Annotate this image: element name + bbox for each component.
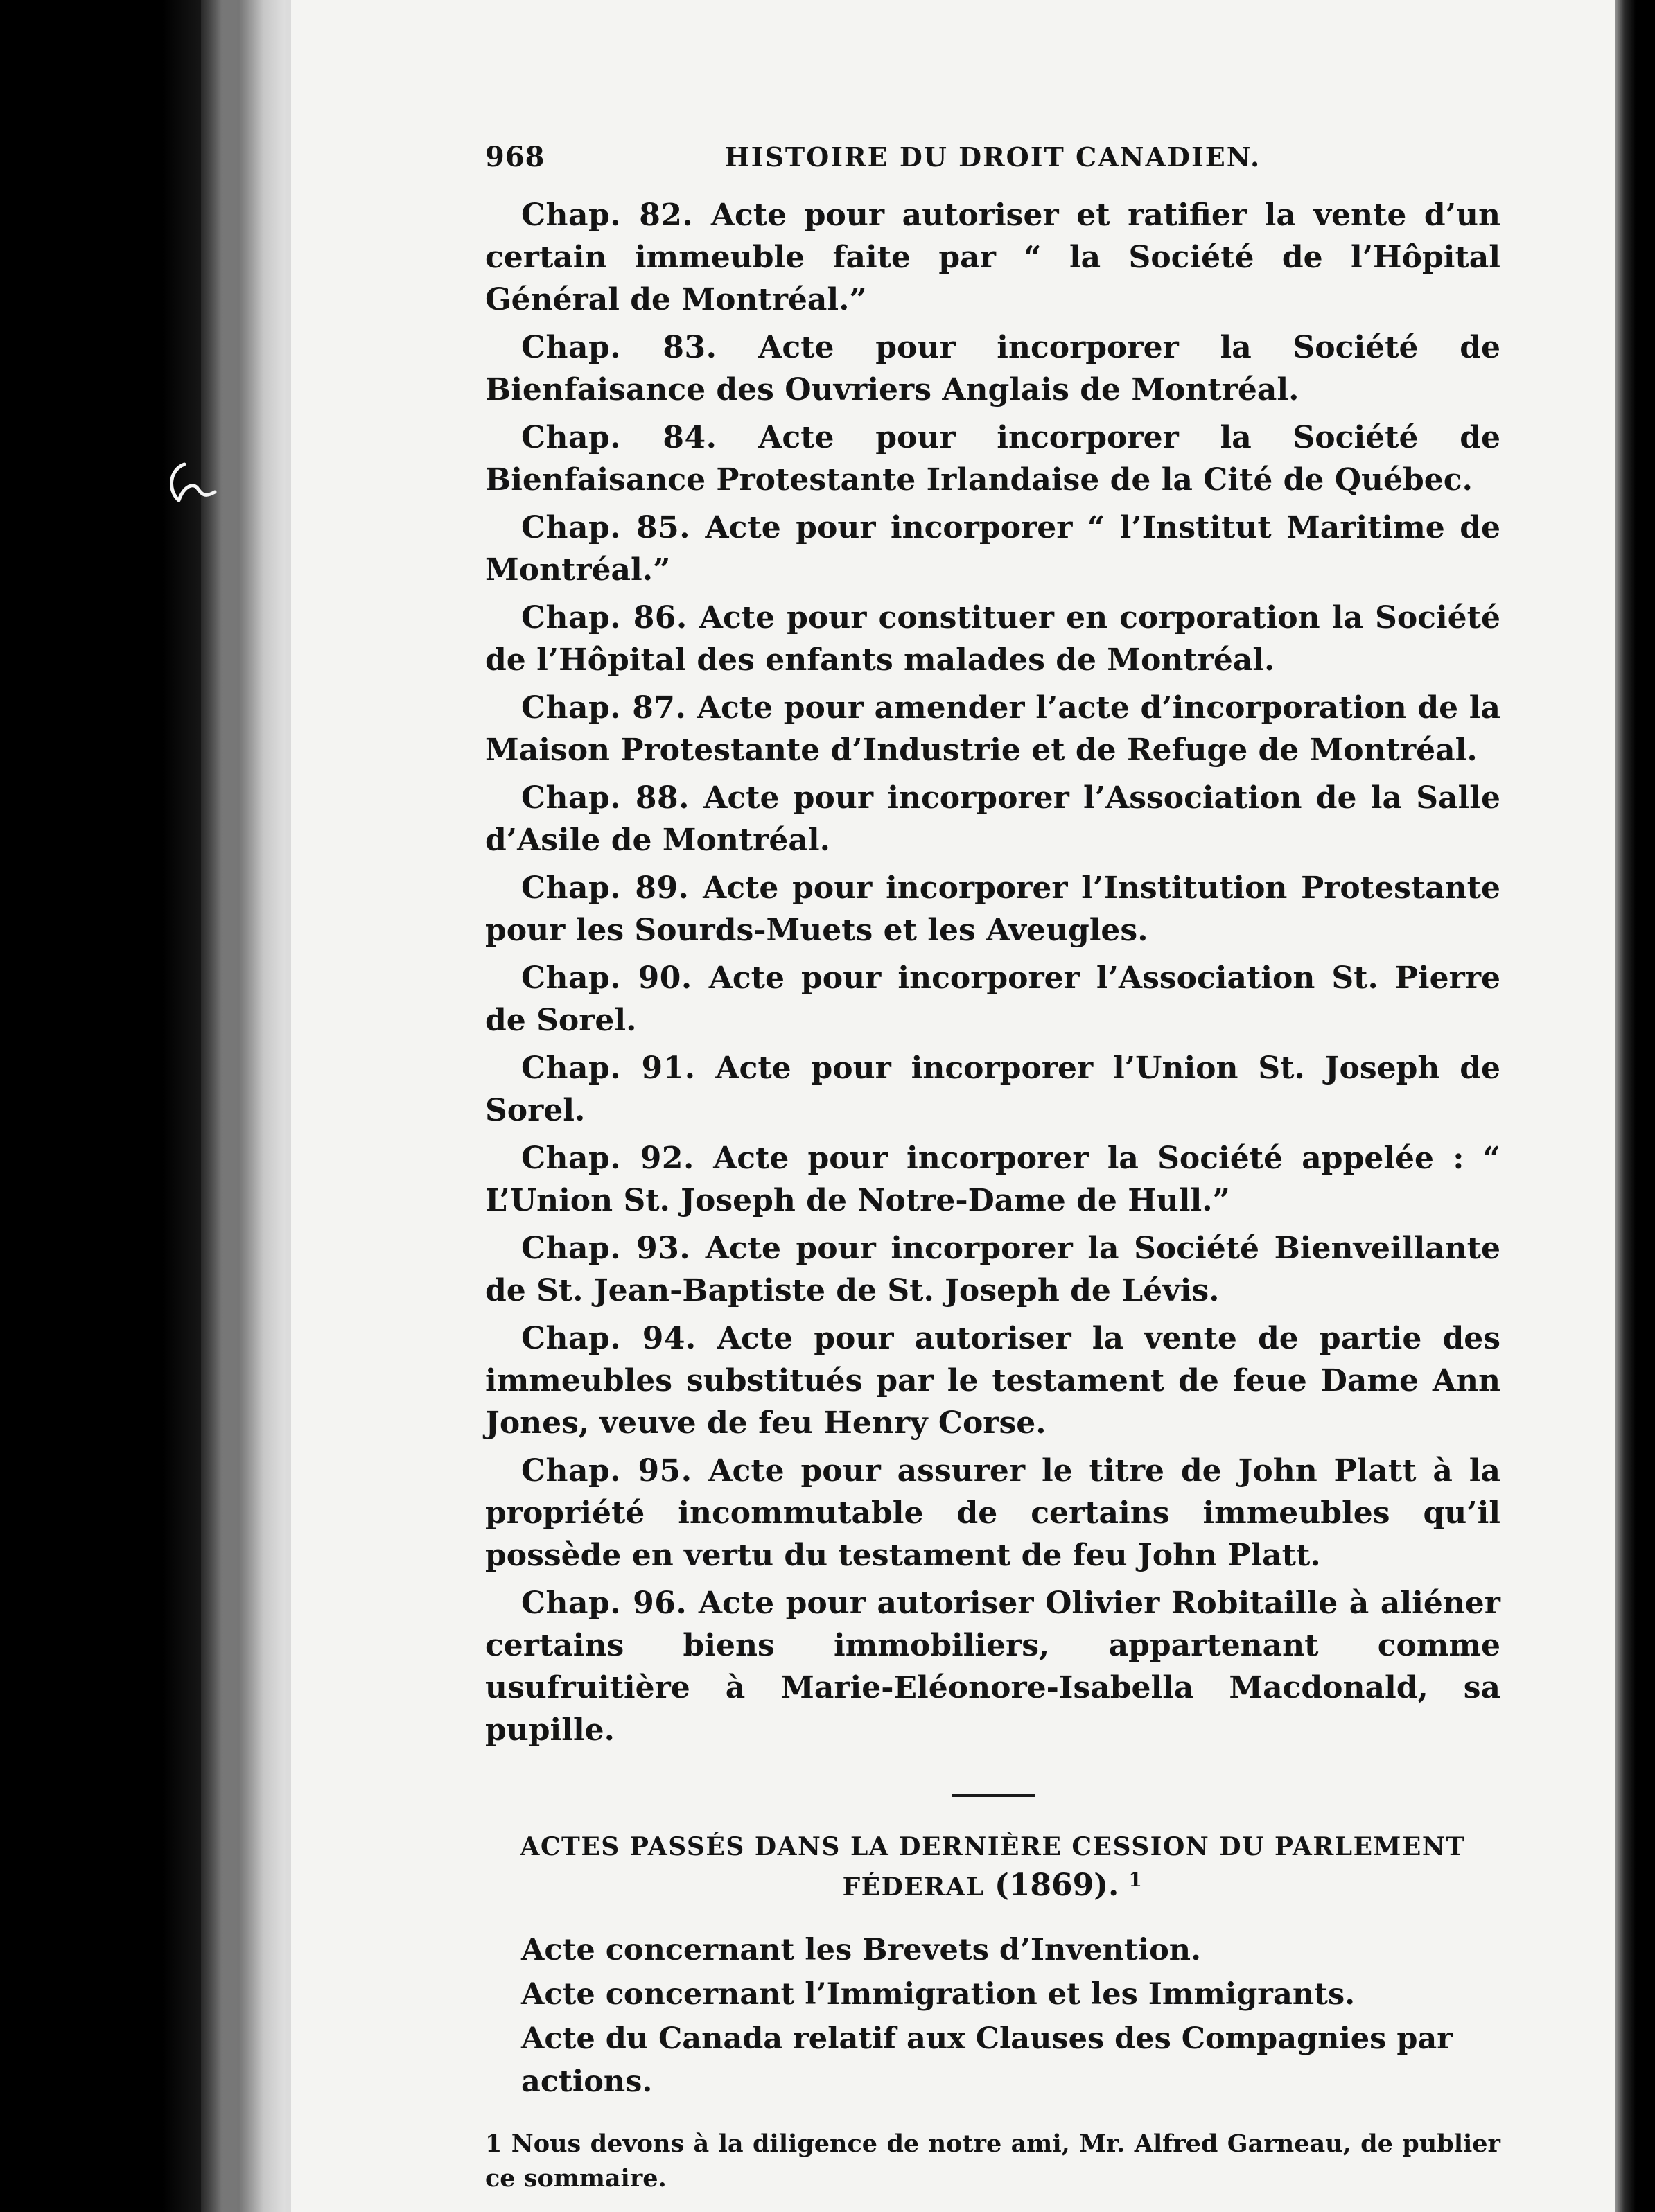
page-text-block: [485, 136, 1500, 2212]
chapter-entry: [485, 777, 1500, 861]
chapter-number: Chap. 93.: [521, 1231, 691, 1266]
chapter-entry: [485, 1582, 1500, 1751]
chapter-title: Acte pour incorporer la Société de Bienfaisance Protestante Irlandaise de la Cité de Québec.: [485, 420, 1500, 498]
chapter-entry: [485, 957, 1500, 1042]
running-title: HISTOIRE DU DROIT CANADIEN.: [724, 141, 1261, 173]
footnote: 1 Nous devons à la diligence de notre ami, Mr. Alfred Garneau, de publier ce sommaire.: [485, 2130, 1500, 2193]
chapter-entry: [485, 1450, 1500, 1577]
chapter-entry: [485, 326, 1500, 411]
acts-list: [485, 1929, 1500, 2103]
section-year: (1869).: [994, 1868, 1119, 1903]
chapter-title: Acte pour amender l’acte d’incorporation de la Maison Protestante d’Industrie et de Refuge de Montréal.: [485, 690, 1500, 768]
chapter-number: Chap. 84.: [521, 420, 717, 455]
binding-shadow: [201, 0, 284, 2212]
act-item: Acte concernant l’Immigration et les Immigrants.: [521, 1977, 1356, 2012]
chapter-entry: [485, 194, 1500, 321]
chapter-entry: [485, 597, 1500, 681]
chapter-title: Acte pour constituer en corporation la Société de l’Hôpital des enfants malades de Montréal.: [485, 600, 1500, 678]
chapter-title: Acte pour autoriser et ratifier la vente d’un certain immeuble faite par “ la Société de l’Hôpital Général de Montréal.”: [485, 198, 1500, 317]
act-item: Acte du Canada relatif aux Clauses des Compagnies par actions.: [521, 2021, 1453, 2099]
running-head: [485, 136, 1500, 184]
page-number: 968: [485, 141, 545, 173]
chapter-title: Acte pour incorporer la Société de Bienfaisance des Ouvriers Anglais de Montréal.: [485, 330, 1500, 407]
pencil-margin-mark-icon: [164, 457, 226, 513]
chapter-number: Chap. 85.: [521, 510, 691, 545]
chapter-entry: [485, 1047, 1500, 1132]
chapter-number: Chap. 87.: [521, 690, 687, 726]
chapter-entry: [485, 1317, 1500, 1444]
chapter-entry: [485, 416, 1500, 501]
chapter-number: Chap. 82.: [521, 198, 694, 233]
chapter-number: Chap. 96.: [521, 1586, 688, 1621]
section-heading: [485, 1827, 1500, 1906]
chapter-title: Acte pour incorporer l’Association de la Salle d’Asile de Montréal.: [485, 780, 1500, 858]
chapter-number: Chap. 86.: [521, 600, 688, 635]
chapter-title: Acte pour autoriser Olivier Robitaille à aliéner certains biens immobiliers, appartenant comme usufruitière à Marie-Eléonore-Isabella Macdonald, sa pupille.: [485, 1586, 1500, 1748]
chapter-title: Acte pour incorporer la Société appelée : “ L’Union St. Joseph de Notre-Dame de Hull.”: [485, 1141, 1500, 1218]
chapter-title: Acte pour assurer le titre de John Platt à la propriété incommutable de certains immeubles qu’il possède en vertu du testament de feu John Platt.: [485, 1453, 1500, 1573]
chapter-number: Chap. 92.: [521, 1141, 694, 1176]
chapter-entry: [485, 687, 1500, 771]
chapter-title: Acte pour incorporer l’Institution Protestante pour les Sourds-Muets et les Aveugles.: [485, 870, 1500, 948]
section-divider-rule: [952, 1794, 1035, 1797]
chapter-entry: [485, 507, 1500, 591]
chapter-entry: [485, 867, 1500, 951]
chapter-title: Acte pour autoriser la vente de partie des immeubles substitués par le testament de feue Dame Ann Jones, veuve de feu Henry Corse.: [485, 1321, 1500, 1441]
chapter-entry: [485, 1137, 1500, 1222]
chapter-number: Chap. 89.: [521, 870, 690, 906]
footnote-reference: 1: [1128, 1868, 1144, 1891]
chapter-number: Chap. 94.: [521, 1321, 697, 1356]
chapter-number: Chap. 90.: [521, 960, 692, 996]
chapter-number: Chap. 88.: [521, 780, 690, 816]
scan-left-background: [0, 0, 208, 2212]
chapter-number: Chap. 95.: [521, 1453, 692, 1489]
scan-right-edge: [1615, 0, 1655, 2212]
chapter-title: Acte pour incorporer “ l’Institut Maritime de Montréal.”: [485, 510, 1500, 588]
section-heading-text: ACTES PASSÉS DANS LA DERNIÈRE CESSION DU PARLEMENT FÉDERAL: [520, 1832, 1466, 1902]
chapter-number: Chap. 91.: [521, 1051, 696, 1086]
chapter-title: Acte pour incorporer la Société Bienveillante de St. Jean-Baptiste de St. Joseph de Lévis.: [485, 1231, 1500, 1308]
chapter-title: Acte pour incorporer l’Union St. Joseph de Sorel.: [485, 1051, 1500, 1128]
act-item: Acte concernant les Brevets d’Invention.: [521, 1933, 1202, 1967]
chapter-title: Acte pour incorporer l’Association St. Pierre de Sorel.: [485, 960, 1500, 1038]
chapter-number: Chap. 83.: [521, 330, 717, 365]
chapter-list: [485, 194, 1500, 1751]
chapter-entry: [485, 1227, 1500, 1312]
